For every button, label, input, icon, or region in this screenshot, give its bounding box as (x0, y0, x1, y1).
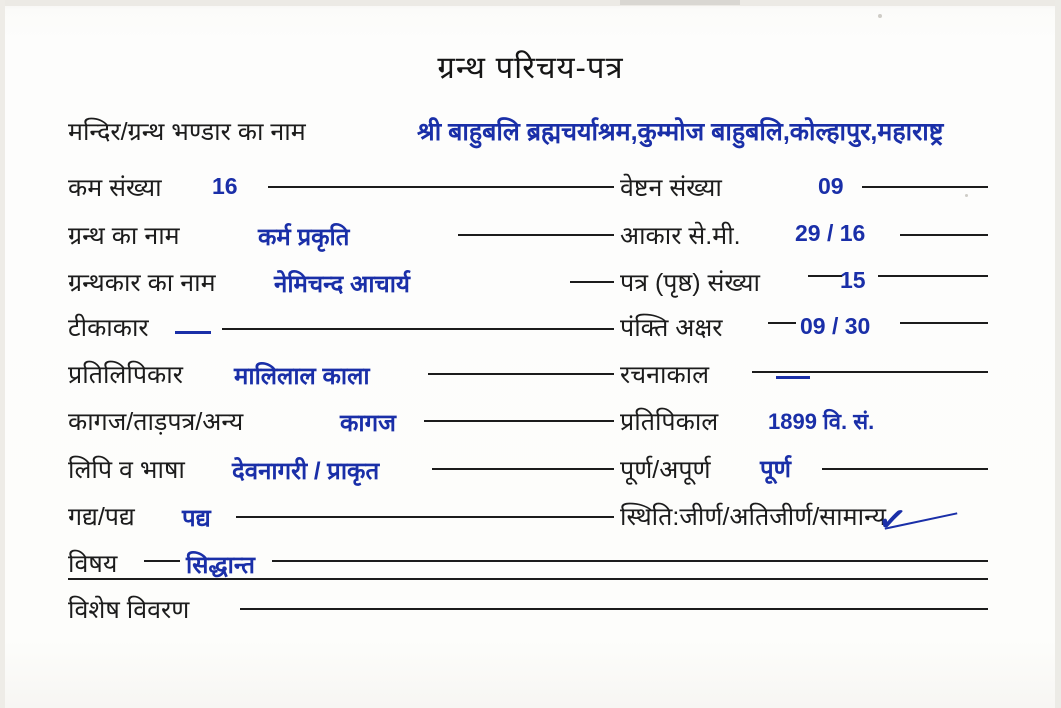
field-label-granthkar-ka-naam: ग्रन्थकार का नाम (68, 269, 216, 297)
field-label-granth-ka-naam: ग्रन्थ का नाम (68, 222, 180, 250)
field-label-aakaar: आकार से.मी. (620, 222, 741, 250)
field-rule (240, 608, 988, 610)
field-label-pratilipikar: प्रतिलिपिकार (68, 361, 183, 389)
field-rule (428, 373, 614, 375)
field-value-pratilipikar: मालिलाल काला (234, 363, 370, 390)
page-edge-notch (620, 0, 740, 5)
sthiti-check-icon: ✓ (875, 499, 910, 541)
field-value-vishay: सिद्धान्त (186, 552, 255, 579)
header-value: श्री बाहुबलि ब्रह्मचर्याश्रम,कुम्मोज बाहुबलि,कोल्हापुर,महाराष्ट्र (417, 118, 944, 146)
field-rule (822, 468, 988, 470)
paper-speck (878, 14, 882, 18)
field-rule (236, 516, 614, 518)
field-rule (68, 578, 988, 580)
field-rule (768, 322, 796, 324)
field-label-sthiti: स्थिति:जीर्ण/अतिजीर्ण/सामान्य (620, 503, 886, 531)
field-label-veshtan-sankhya: वेष्टन संख्या (620, 174, 722, 202)
field-rule (752, 371, 988, 373)
field-rule (900, 322, 988, 324)
field-label-vishesh-vivaran: विशेष विवरण (68, 596, 190, 624)
field-label-rachanakaal: रचनाकाल (620, 361, 710, 389)
field-label-purna-apurna: पूर्ण/अपूर्ण (620, 456, 711, 484)
field-label-lipi-bhasha: लिपि व भाषा (68, 456, 185, 484)
field-rule (222, 328, 614, 330)
field-rule (570, 281, 614, 283)
paper-speck (965, 194, 968, 197)
field-value-lipi-bhasha: देवनागरी / प्राकृत (232, 458, 380, 485)
page-title: ग्रन्थ परिचय-पत्र (437, 50, 624, 85)
field-value-granthkar-ka-naam: नेमिचन्द आचार्य (274, 271, 410, 298)
field-value-gadya-padya: पद्य (182, 505, 211, 532)
field-label-pankti-akshar: पंक्ति अक्षर (620, 314, 723, 342)
header-label: मन्दिर/ग्रन्थ भण्डार का नाम (68, 118, 306, 146)
field-label-pratipikaal: प्रतिपिकाल (620, 408, 719, 436)
field-rule (808, 275, 842, 277)
field-label-vishay: विषय (68, 550, 118, 578)
field-value-aakaar: 29 / 16 (795, 220, 866, 246)
field-rule (878, 275, 988, 277)
page-edge-top (0, 0, 1061, 6)
field-rule (424, 420, 614, 422)
field-value-tikakar-underline (175, 331, 211, 334)
field-rule (432, 468, 614, 470)
field-label-kagaj-tadpatra-anya: कागज/ताड़पत्र/अन्य (68, 408, 244, 436)
field-rule (144, 560, 180, 562)
field-rule (272, 560, 988, 562)
field-label-kram-sankhya: कम संख्या (68, 174, 162, 202)
field-rule (900, 234, 988, 236)
field-value-purna-apurna: पूर्ण (760, 456, 791, 483)
page-edge-right (1055, 0, 1061, 708)
page-edge-left (0, 0, 5, 708)
field-value-kram-sankhya: 16 (212, 173, 238, 199)
field-value-pankti-akshar: 09 / 30 (800, 313, 871, 339)
field-value-pratipikaal: 1899 वि. सं. (768, 409, 875, 434)
field-label-patra-sankhya: पत्र (पृष्ठ) संख्या (620, 269, 760, 297)
field-label-tikakar: टीकाकार (68, 314, 149, 342)
field-rule (862, 186, 988, 188)
field-label-gadya-padya: गद्य/पद्य (68, 503, 135, 531)
field-value-granth-ka-naam: कर्म प्रकृति (258, 224, 350, 251)
field-value-patra-sankhya: 15 (840, 267, 866, 293)
field-rule (458, 234, 614, 236)
field-value-rachanakaal-underline (776, 376, 810, 379)
field-rule (268, 186, 614, 188)
field-value-kagaj-tadpatra-anya: कागज (340, 410, 396, 437)
field-value-veshtan-sankhya: 09 (818, 173, 844, 199)
